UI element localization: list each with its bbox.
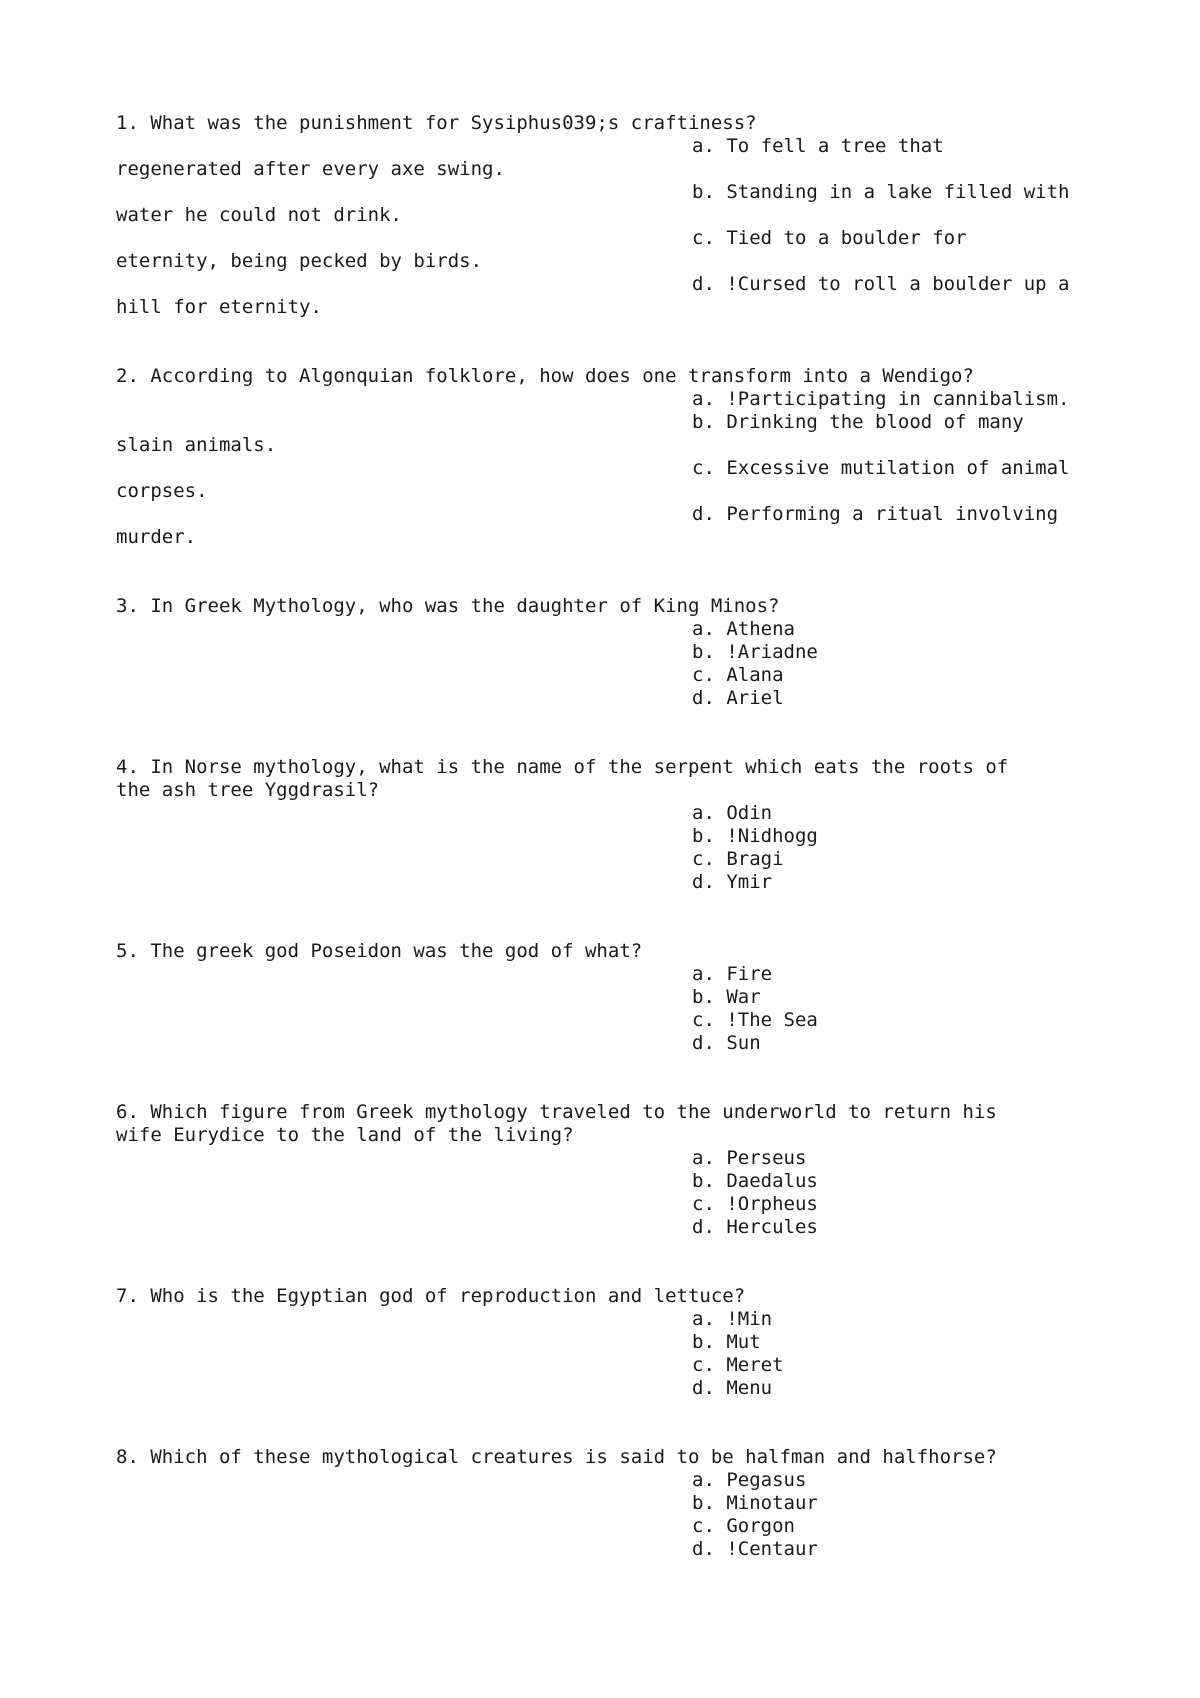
question-text: 6. Which figure from Greek mythology traveled to the underworld to return his <box>116 1101 997 1123</box>
question-text: wife Eurydice to the land of the living? <box>116 1124 574 1146</box>
answer-option: d. Ariel <box>692 687 784 709</box>
answer-option: d. Menu <box>692 1377 773 1399</box>
answer-option: a. !Participating in cannibalism. <box>692 388 1070 410</box>
answer-option: d. Ymir <box>692 871 773 893</box>
answer-option: d. !Centaur <box>692 1538 818 1560</box>
question-block <box>116 112 1116 319</box>
answer-option: c. Meret <box>692 1354 784 1376</box>
question-block <box>116 756 1116 894</box>
answer-option: b. !Ariadne <box>692 641 818 663</box>
answer-option: b. Daedalus <box>692 1170 818 1192</box>
answer-option: b. Standing in a lake filled with <box>692 181 1070 203</box>
answer-option: b. Minotaur <box>692 1492 818 1514</box>
answer-option: d. Hercules <box>692 1216 818 1238</box>
answer-option: c. Gorgon <box>692 1515 795 1537</box>
answer-option: b. Mut <box>692 1331 761 1353</box>
answer-option: c. !The Sea <box>692 1009 818 1031</box>
answer-option-continuation: water he could not drink. <box>116 204 402 226</box>
answer-option: b. !Nidhogg <box>692 825 818 847</box>
answer-option: a. Fire <box>692 963 773 985</box>
answer-option: a. Pegasus <box>692 1469 807 1491</box>
answer-option-continuation: eternity, being pecked by birds. <box>116 250 483 272</box>
answer-option: c. Excessive mutilation of animal <box>692 457 1070 479</box>
answer-option-continuation: hill for eternity. <box>116 296 322 318</box>
question-block <box>116 1101 1116 1239</box>
question-text: 1. What was the punishment for Sysiphus039;s craftiness? <box>116 112 757 134</box>
question-text: 5. The greek god Poseidon was the god of what? <box>116 940 643 962</box>
quiz-document <box>116 112 1116 1561</box>
answer-option: d. Performing a ritual involving <box>692 503 1059 525</box>
question-text: 7. Who is the Egyptian god of reproduction and lettuce? <box>116 1285 746 1307</box>
answer-option: b. War <box>692 986 761 1008</box>
answer-option: a. Odin <box>692 802 773 824</box>
question-text: 4. In Norse mythology, what is the name of the serpent which eats the roots of <box>116 756 1009 778</box>
question-block <box>116 1285 1116 1400</box>
answer-option: c. !Orpheus <box>692 1193 818 1215</box>
answer-option: b. Drinking the blood of many <box>692 411 1024 433</box>
question-block <box>116 1446 1116 1561</box>
answer-option: c. Bragi <box>692 848 784 870</box>
answer-option: a. Perseus <box>692 1147 807 1169</box>
answer-option: a. !Min <box>692 1308 773 1330</box>
answer-option-continuation: corpses. <box>116 480 208 502</box>
answer-option: d. !Cursed to roll a boulder up a <box>692 273 1070 295</box>
answer-option: a. To fell a tree that <box>692 135 944 157</box>
question-block <box>116 940 1116 1055</box>
answer-option: a. Athena <box>692 618 795 640</box>
answer-option: c. Alana <box>692 664 784 686</box>
question-text: 8. Which of these mythological creatures is said to be halfman and halfhorse? <box>116 1446 997 1468</box>
answer-option-continuation: regenerated after every axe swing. <box>116 158 505 180</box>
question-text: 3. In Greek Mythology, who was the daughter of King Minos? <box>116 595 780 617</box>
question-block <box>116 365 1116 549</box>
question-text: the ash tree Yggdrasil? <box>116 779 380 801</box>
answer-option-continuation: slain animals. <box>116 434 277 456</box>
answer-option: d. Sun <box>692 1032 761 1054</box>
answer-option-continuation: murder. <box>116 526 197 548</box>
answer-option: c. Tied to a boulder for <box>692 227 967 249</box>
question-text: 2. According to Algonquian folklore, how does one transform into a Wendigo? <box>116 365 974 387</box>
question-block <box>116 595 1116 710</box>
